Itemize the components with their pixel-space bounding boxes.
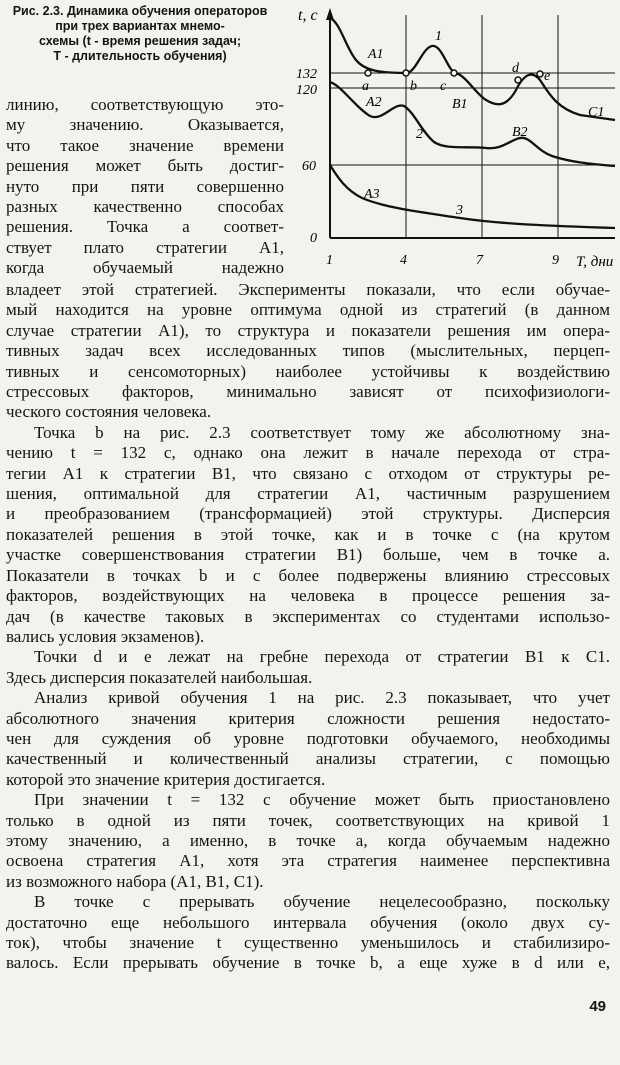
p1-line-3: случае стратегии A1), то структура и показатели решения им опера- [6,320,610,340]
label-curve-3: 3 [456,203,463,218]
p2-line-5: и преобразованием (трансформацией) этой структуры. Дисперсия [6,504,610,524]
left-line-8: ствует плато стратегии A1, [6,237,284,257]
point-a [365,70,371,76]
p2-line-1: Точка b на рис. 2.3 соответствует тому же абсолютному зна- [34,422,610,442]
p2-line-10: дач (в качестве таковых в экспериментах со студентами использо- [6,606,610,626]
p2-line-2: чению t = 132 с, однако она лежит в начале перехода от стра- [6,443,610,463]
p2-line-9: факторов, воздействующих на человека в процессе решения за- [6,586,610,606]
p2-line-4: шения, оптимальной для стратегии A1, частичным разрушением [6,484,610,504]
x-tick-1: 1 [326,253,333,268]
p1-line-6: стрессовых факторов, минимально зависят от психофизиологи- [6,382,610,402]
p5-line-3: этому значению, а именно, в точке a, когда обучаемым надежно [6,830,610,850]
paragraph-5 [6,790,610,892]
caption-line-3: T - длительность обучения) [53,49,227,63]
figure-caption [6,4,274,64]
p5-line-4: освоена стратегия A1, хотя эта стратегия наименее перспективна [6,851,610,871]
x-axis-label: T, дни [576,254,614,270]
label-B2: B2 [512,125,528,140]
p4-line-1: Анализ кривой обучения 1 на рис. 2.3 показывает, что учет [34,688,610,708]
label-point-d: d [512,61,519,76]
label-B1: B1 [452,97,468,112]
page-number: 49 [589,998,606,1015]
p4-line-3: чен для суждения об уровне подготовки обучаемого, необходимы [6,728,610,748]
label-point-a: a [362,79,369,94]
p1-line-1: владеет этой стратегией. Эксперименты показали, что если обучае- [6,280,610,299]
left-line-1: линию, соответствующую это- [6,95,284,114]
point-b [403,70,409,76]
left-line-4: решения может быть достиг- [6,156,284,176]
p6-line-1: В точке c прерывать обучение нецелесообразно, поскольку [34,892,610,912]
p6-line-3: ток), чтобы значение t существенно уменьшилось и стабилизиро- [6,933,610,952]
p4-line-5: которой это значение критерия достигается. [6,769,326,789]
p2-line-3: тегии A1 к стратегии B1, что связано с отходом от структуры ре- [6,463,610,483]
left-line-6: разных качественно способах [6,197,284,217]
y-tick-0: 0 [310,231,317,246]
y-tick-60: 60 [302,159,316,174]
p2-line-6: показателей решения в этой точке, как и в точке c (на крутом [6,524,610,544]
label-A2: A2 [366,95,382,110]
label-curve-2: 2 [416,127,423,142]
p5-line-1: При значении t = 132 с обучение может быть приостановлено [34,790,610,810]
paragraph-4 [6,688,610,790]
left-line-2: му значению. Оказывается, [6,115,284,135]
p1-line-4: тивных задач всех исследованных типов (мыслительных, перцеп- [6,341,610,361]
learning-curves-plot [290,0,620,275]
p2-line-8: Показатели в точках b и c более подвержены влиянию стрессовых [6,565,610,585]
caption-line-2: схемы (t - время решения задач; [38,34,242,48]
paragraph-1 [6,280,610,423]
p2-line-11: вались условия экзаменов). [6,626,205,646]
p1-line-2: мый находится на уровне оптимума одной из стратегий (в данном [6,300,610,320]
body-text [6,280,610,974]
label-A3: A3 [364,187,380,202]
p3-line-2: Здесь дисперсия показателей наибольшая. [6,667,313,687]
label-point-c: c [440,79,447,94]
left-line-7: решения. Точка a соответ- [6,217,284,237]
paragraph-3 [6,647,610,688]
label-A1: A1 [368,47,384,62]
p5-line-5: из возможного набора (A1, B1, C1). [6,871,264,891]
point-e [537,71,543,77]
label-curve-1: 1 [435,29,442,44]
wrapped-text-column [6,95,284,279]
paragraph-2 [6,423,610,647]
y-tick-132: 132 [296,67,317,82]
label-point-b: b [410,79,417,94]
p5-line-2: только в одной из пяти точек, соответствующих на кривой 1 [6,810,610,830]
p2-line-7: участке совершенствования стратегии B1) больше, чем в точке a. [6,545,610,565]
p6-line-2: достаточно еще небольшого интервала обучения (около двух су- [6,912,610,932]
label-C1: C1 [588,105,605,120]
p1-line-5: тивных и сенсомоторных) наиболее устойчивы к воздействию [6,361,610,381]
x-tick-9: 9 [552,253,559,268]
left-line-3: что такое значение времени [6,135,284,155]
p1-line-7: ческого состояния человека. [6,402,212,422]
point-d [515,77,521,83]
point-c [451,70,457,76]
p6-line-4: валось. Если прерывать обучение в точке b, а еще хуже в d или e, [6,953,610,973]
x-tick-4: 4 [400,253,407,268]
learning-curves-figure [290,0,620,275]
caption-line-1: Рис. 2.3. Динамика обучения операторов при трех вариантах мнемо- [12,4,268,33]
p3-line-1: Точки d и e лежат на гребне перехода от стратегии B1 к C1. [34,647,610,667]
p4-line-2: абсолютного значения критерия сложности решения недостато- [6,708,610,728]
left-line-9: когда обучаемый надежно [6,258,284,278]
x-tick-7: 7 [476,253,483,268]
left-line-5: нуто при пяти совершенно [6,176,284,196]
y-axis-label: t, c [298,7,318,24]
p4-line-4: качественный и количественный анализы стратегии, с помощью [6,749,610,769]
paragraph-6 [6,892,610,974]
label-point-e: e [544,69,551,84]
y-tick-120: 120 [296,83,317,98]
